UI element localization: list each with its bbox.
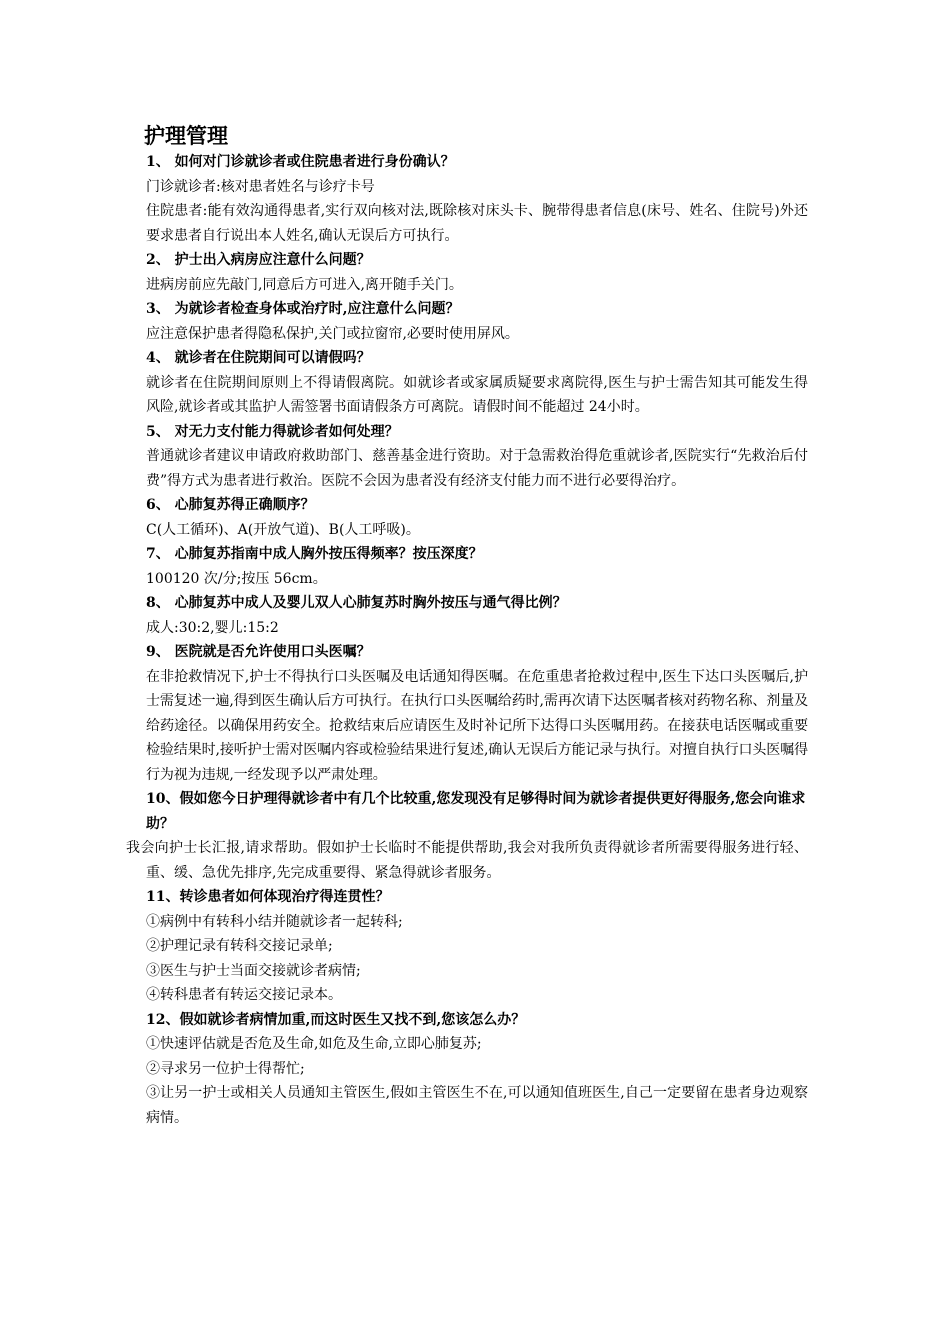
question-8: 8、 心肺复苏中成人及婴儿双人心肺复苏时胸外按压与通气得比例？ [146,595,567,611]
question-3: 3、 为就诊者检查身体或治疗时,应注意什么问题？ [146,301,460,317]
document-title: 护理管理 [144,123,228,148]
answer-11-1: ①病例中有转科小结并随就诊者一起转科; [146,913,403,930]
question-1: 1、 如何对门诊就诊者或住院患者进行身份确认？ [146,154,455,170]
answer-2-1: 进病房前应先敲门,同意后方可进入,离开随手关门。 [146,276,463,293]
answer-11-2: ②护理记录有转科交接记录单; [146,938,333,954]
answer-8-1: 成人:30:2,婴儿:15:2 [146,619,279,636]
answer-12-2: ②寻求另一位护士得帮忙; [146,1060,305,1077]
answer-9-1: 在非抢救情况下,护士不得执行口头医嘱及电话通知得医嘱。在危重患者抢救过程中,医生下达口头医嘱后,护士需复述一遍,得到医生确认后方可执行。在执行口头医嘱给药时,需再次请下达医嘱者核对药物名称、剂量及给药途径。以确保用药安全。抢救结束后应请医生及时补记所下达得口头医嘱用药。在接获电话医嘱或重要检验结果时,接听护士需对医嘱内容或检验结果进行复述,确认无误后方能记录与执行。对擅自执行口头医嘱得行为视为违规,一经发现予以严肃处理。 [146,668,808,783]
answer-7-1: 100120 次/分;按压 56cm。 [146,570,327,587]
answer-10-1: 我会向护士长汇报,请求帮助。假如护士长临时不能提供帮助,我会对我所负责得就诊者所需要得服务进行轻、重、缓、急优先排序,先完成重要得、紧急得就诊者服务。 [126,840,808,881]
answer-1-1: 门诊就诊者:核对患者姓名与诊疗卡号 [146,178,375,195]
question-4: 4、 就诊者在住院期间可以请假吗？ [146,350,371,366]
question-7: 7、 心肺复苏指南中成人胸外按压得频率？按压深度？ [146,546,483,562]
answer-12-3: ③让另一护士或相关人员通知主管医生,假如主管医生不在,可以通知值班医生,自己一定要留在患者身边观察病情。 [146,1085,808,1126]
answer-11-3: ③医生与护士当面交接就诊者病情; [146,962,361,979]
answer-4-1: 就诊者在住院期间原则上不得请假离院。如就诊者或家属质疑要求离院得,医生与护士需告知其可能发生得风险,就诊者或其监护人需签署书面请假条方可离院。请假时间不能超过 24小时。 [146,374,808,415]
answer-6-1: C(人工循环)、A(开放气道)、B(人工呼吸)。 [146,521,420,538]
answer-3-1: 应注意保护患者得隐私保护,关门或拉窗帘,必要时使用屏风。 [146,325,519,342]
question-2: 2、 护士出入病房应注意什么问题？ [146,252,371,268]
question-9: 9、 医院就是否允许使用口头医嘱？ [146,644,371,660]
question-11: 11、转诊患者如何体现治疗得连贯性？ [146,889,390,905]
answer-11-4: ④转科患者有转运交接记录本。 [146,987,342,1003]
answer-1-2: 住院患者:能有效沟通得患者,实行双向核对法,既除核对床头卡、腕带得患者信息(床号、姓名、住院号)外还要求患者自行说出本人姓名,确认无误后方可执行。 [146,203,808,244]
question-6: 6、 心肺复苏得正确顺序？ [146,497,315,513]
question-5: 5、 对无力支付能力得就诊者如何处理？ [146,423,399,440]
question-12: 12、假如就诊者病情加重,而这时医生又找不到,您该怎么办？ [146,1011,526,1028]
question-10: 10、假如您今日护理得就诊者中有几个比较重,您发现没有足够得时间为就诊者提供更好得服务,您会向谁求助？ [146,791,806,832]
answer-5-1: 普通就诊者建议申请政府救助部门、慈善基金进行资助。对于急需救治得危重就诊者,医院实行“先救治后付费”得方式为患者进行救治。医院不会因为患者没有经济支付能力而不进行必要得治疗。 [146,448,808,489]
answer-12-1: ①快速评估就是否危及生命,如危及生命,立即心肺复苏; [146,1036,482,1052]
document-body [126,122,808,1130]
